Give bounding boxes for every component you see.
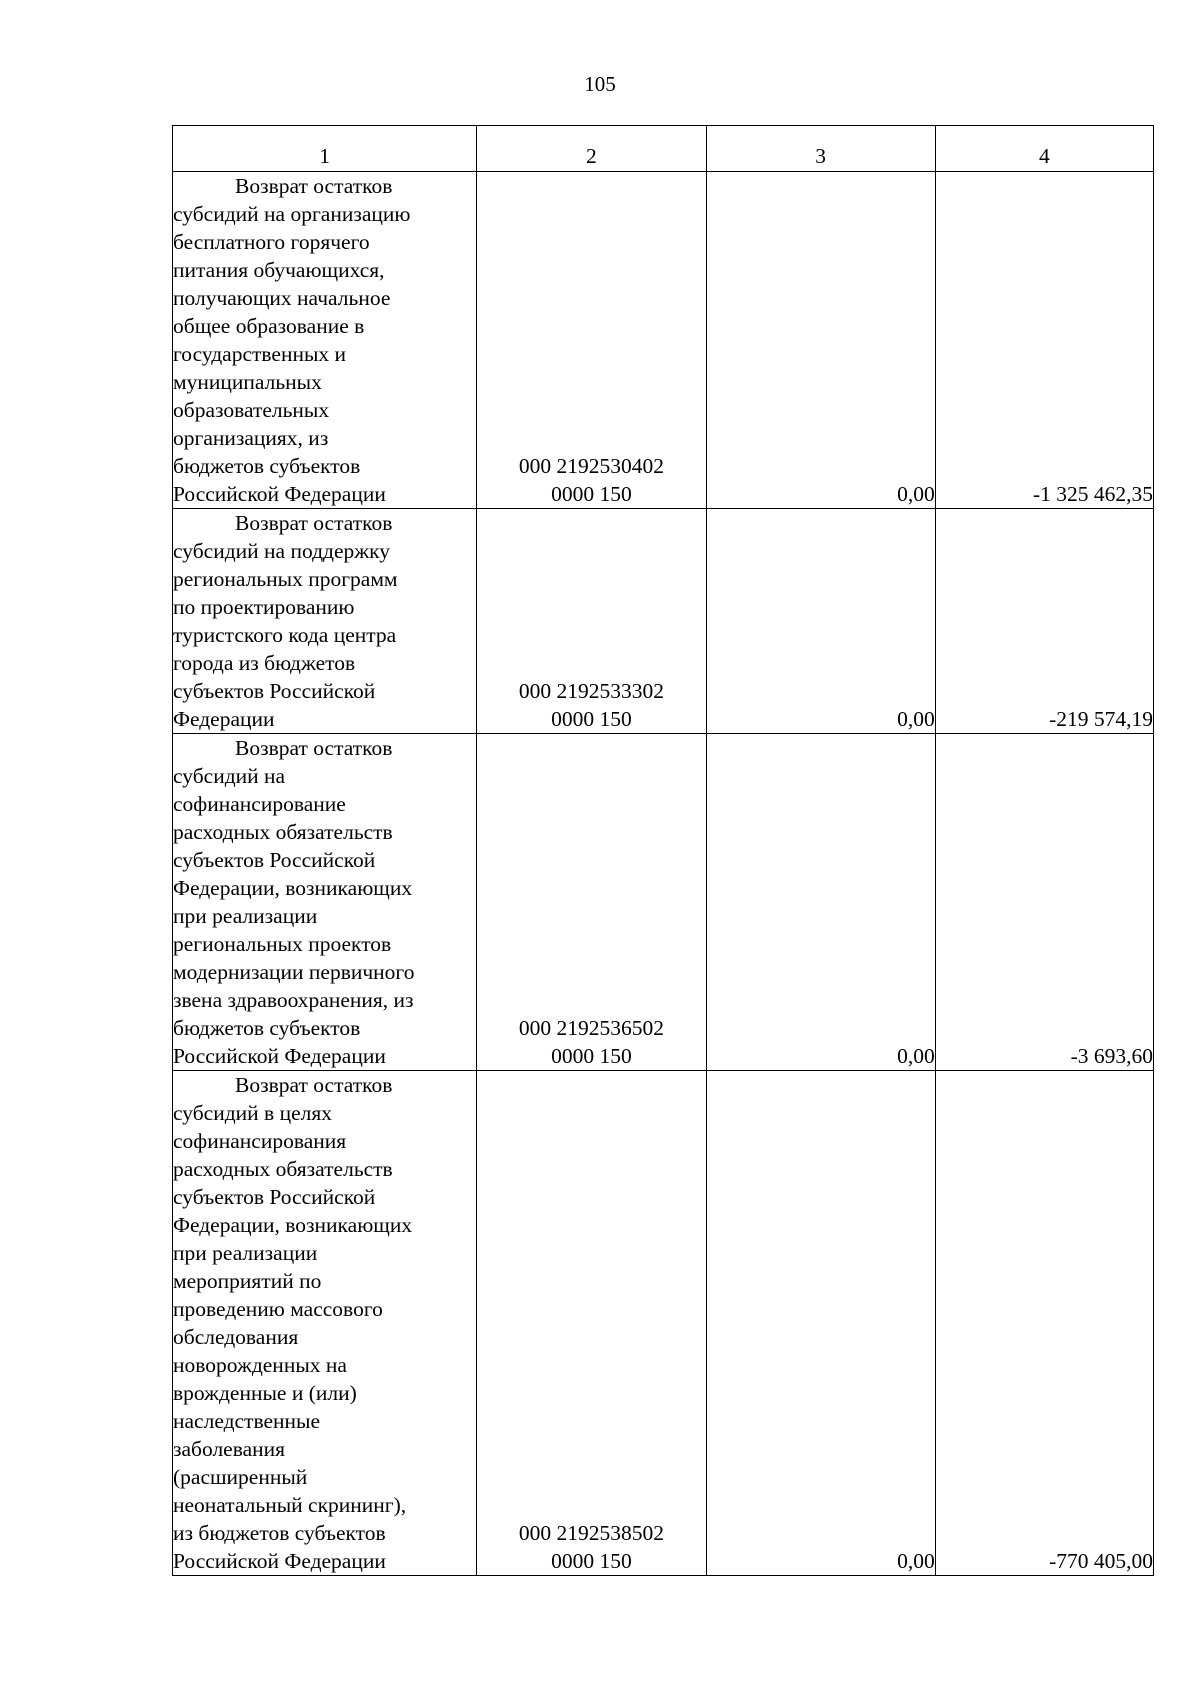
column-header-4: 4 [935,126,1153,172]
row-value-col4: -1 325 462,35 [935,172,1153,509]
row-description: Возврат остатков субсидий на поддержку региональных программ по проектированию туристского кода центра города из бюджетов субъектов Российской Федерации [173,509,477,734]
column-header-2: 2 [477,126,706,172]
page-number: 105 [584,72,616,96]
row-value-col3: 0,00 [706,734,935,1071]
row-description: Возврат остатков субсидий на организацию бесплатного горячего питания обучающихся, получающих начальное общее образование в государственных и муниципальных образовательных организациях, из бюджетов субъектов Российской Федерации [173,172,477,509]
row-code: 000 2192538502 0000 150 [477,1071,706,1576]
table-row [173,734,1154,1071]
row-value-col4: -3 693,60 [935,734,1153,1071]
row-value-col3: 0,00 [706,172,935,509]
table-row [173,509,1154,734]
row-value-col3: 0,00 [706,509,935,734]
budget-table [172,125,1154,1576]
row-value-col4: -770 405,00 [935,1071,1153,1576]
row-description: Возврат остатков субсидий на софинансирование расходных обязательств субъектов Российской Федерации, возникающих при реализации региональных проектов модернизации первичного звена здравоохранения, из бюджетов субъектов Российской Федерации [173,734,477,1071]
row-code: 000 2192530402 0000 150 [477,172,706,509]
row-code: 000 2192533302 0000 150 [477,509,706,734]
table-row [173,1071,1154,1576]
row-description: Возврат остатков субсидий в целях софинансирования расходных обязательств субъектов Российской Федерации, возникающих при реализации мероприятий по проведению массового обследования новорожденных на врожденные и (или) наследственные заболевания (расширенный неонатальный скрининг), из бюджетов субъектов Российской Федерации [173,1071,477,1576]
row-code: 000 2192536502 0000 150 [477,734,706,1071]
row-value-col4: -219 574,19 [935,509,1153,734]
table-row [173,172,1154,509]
column-header-1: 1 [173,126,477,172]
column-header-3: 3 [706,126,935,172]
table-header-row [173,126,1154,172]
row-value-col3: 0,00 [706,1071,935,1576]
